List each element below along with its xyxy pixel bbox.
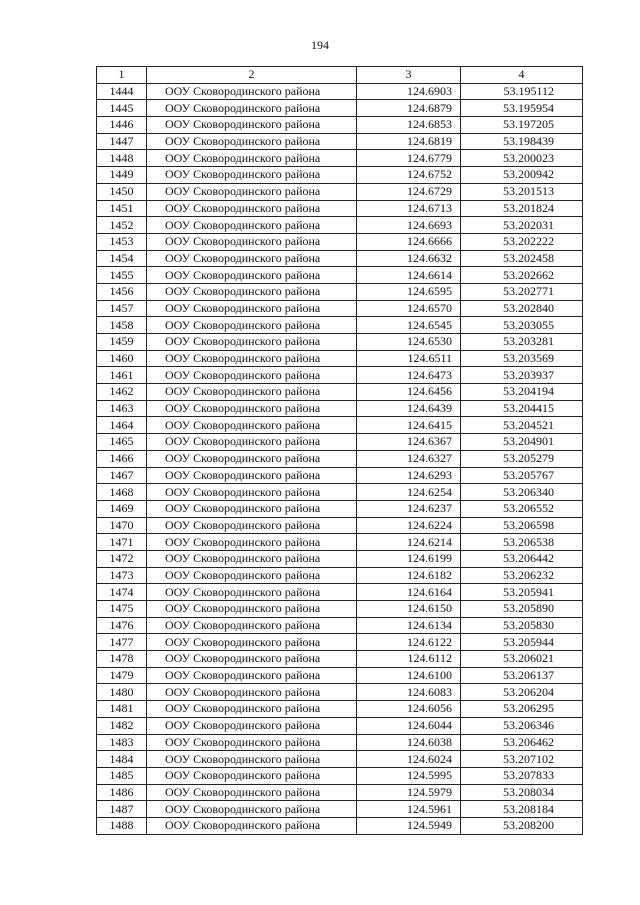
row-number-cell: 1459 [97, 334, 147, 351]
column-header-1: 1 [97, 67, 147, 84]
page-number: 194 [311, 38, 329, 52]
area-name-cell: ООУ Сковородинского района [147, 133, 357, 150]
area-name-cell: ООУ Сковородинского района [147, 450, 357, 467]
row-number-cell: 1457 [97, 300, 147, 317]
row-number-cell: 1460 [97, 350, 147, 367]
latitude-cell: 53.206346 [461, 717, 583, 734]
row-number-cell: 1452 [97, 217, 147, 234]
area-name-cell: ООУ Сковородинского района [147, 517, 357, 534]
table-row [97, 400, 583, 417]
row-number-cell: 1471 [97, 534, 147, 551]
row-number-cell: 1487 [97, 801, 147, 818]
latitude-cell: 53.195954 [461, 100, 583, 117]
area-name-cell: ООУ Сковородинского района [147, 417, 357, 434]
longitude-cell: 124.6595 [357, 283, 461, 300]
area-name-cell: ООУ Сковородинского района [147, 117, 357, 134]
row-number-cell: 1453 [97, 233, 147, 250]
latitude-cell: 53.204901 [461, 434, 583, 451]
table-row [97, 250, 583, 267]
latitude-cell: 53.206598 [461, 517, 583, 534]
table-row [97, 467, 583, 484]
latitude-cell: 53.206204 [461, 684, 583, 701]
longitude-cell: 124.6134 [357, 617, 461, 634]
row-number-cell: 1448 [97, 150, 147, 167]
latitude-cell: 53.202031 [461, 217, 583, 234]
table-row [97, 200, 583, 217]
table-row [97, 534, 583, 551]
latitude-cell: 53.206552 [461, 500, 583, 517]
longitude-cell: 124.6214 [357, 534, 461, 551]
table-row [97, 417, 583, 434]
row-number-cell: 1451 [97, 200, 147, 217]
area-name-cell: ООУ Сковородинского района [147, 200, 357, 217]
row-number-cell: 1455 [97, 267, 147, 284]
table-row [97, 434, 583, 451]
latitude-cell: 53.205941 [461, 584, 583, 601]
table-row [97, 167, 583, 184]
row-number-cell: 1469 [97, 500, 147, 517]
latitude-cell: 53.206295 [461, 701, 583, 718]
table-header-row [97, 67, 583, 84]
table-row [97, 267, 583, 284]
table-row [97, 317, 583, 334]
table-row [97, 334, 583, 351]
row-number-cell: 1485 [97, 767, 147, 784]
area-name-cell: ООУ Сковородинского района [147, 801, 357, 818]
latitude-cell: 53.202662 [461, 267, 583, 284]
latitude-cell: 53.207102 [461, 751, 583, 768]
table-row [97, 517, 583, 534]
row-number-cell: 1447 [97, 133, 147, 150]
longitude-cell: 124.6038 [357, 734, 461, 751]
table-row [97, 634, 583, 651]
row-number-cell: 1465 [97, 434, 147, 451]
latitude-cell: 53.205767 [461, 467, 583, 484]
table-row [97, 584, 583, 601]
area-name-cell: ООУ Сковородинского района [147, 634, 357, 651]
area-name-cell: ООУ Сковородинского района [147, 667, 357, 684]
latitude-cell: 53.200023 [461, 150, 583, 167]
table-row [97, 701, 583, 718]
longitude-cell: 124.6511 [357, 350, 461, 367]
latitude-cell: 53.208184 [461, 801, 583, 818]
row-number-cell: 1456 [97, 283, 147, 300]
area-name-cell: ООУ Сковородинского района [147, 767, 357, 784]
longitude-cell: 124.6182 [357, 567, 461, 584]
area-name-cell: ООУ Сковородинского района [147, 567, 357, 584]
latitude-cell: 53.203569 [461, 350, 583, 367]
longitude-cell: 124.6666 [357, 233, 461, 250]
area-name-cell: ООУ Сковородинского района [147, 817, 357, 834]
row-number-cell: 1475 [97, 601, 147, 618]
row-number-cell: 1449 [97, 167, 147, 184]
latitude-cell: 53.201824 [461, 200, 583, 217]
table-row [97, 117, 583, 134]
longitude-cell: 124.6122 [357, 634, 461, 651]
row-number-cell: 1458 [97, 317, 147, 334]
longitude-cell: 124.6779 [357, 150, 461, 167]
longitude-cell: 124.6199 [357, 550, 461, 567]
area-name-cell: ООУ Сковородинского района [147, 283, 357, 300]
longitude-cell: 124.6819 [357, 133, 461, 150]
longitude-cell: 124.6729 [357, 183, 461, 200]
row-number-cell: 1468 [97, 484, 147, 501]
latitude-cell: 53.205890 [461, 601, 583, 618]
longitude-cell: 124.5961 [357, 801, 461, 818]
longitude-cell: 124.6439 [357, 400, 461, 417]
longitude-cell: 124.6224 [357, 517, 461, 534]
latitude-cell: 53.206232 [461, 567, 583, 584]
latitude-cell: 53.197205 [461, 117, 583, 134]
longitude-cell: 124.6853 [357, 117, 461, 134]
table-row [97, 734, 583, 751]
longitude-cell: 124.6713 [357, 200, 461, 217]
row-number-cell: 1461 [97, 367, 147, 384]
latitude-cell: 53.206137 [461, 667, 583, 684]
row-number-cell: 1444 [97, 83, 147, 100]
table-row [97, 133, 583, 150]
longitude-cell: 124.5949 [357, 817, 461, 834]
area-name-cell: ООУ Сковородинского района [147, 300, 357, 317]
area-name-cell: ООУ Сковородинского района [147, 384, 357, 401]
area-name-cell: ООУ Сковородинского района [147, 267, 357, 284]
latitude-cell: 53.202840 [461, 300, 583, 317]
row-number-cell: 1486 [97, 784, 147, 801]
table-row [97, 667, 583, 684]
longitude-cell: 124.6545 [357, 317, 461, 334]
area-name-cell: ООУ Сковородинского района [147, 217, 357, 234]
area-name-cell: ООУ Сковородинского района [147, 334, 357, 351]
longitude-cell: 124.6044 [357, 717, 461, 734]
area-name-cell: ООУ Сковородинского района [147, 233, 357, 250]
table-row [97, 717, 583, 734]
row-number-cell: 1474 [97, 584, 147, 601]
table-row [97, 684, 583, 701]
row-number-cell: 1477 [97, 634, 147, 651]
longitude-cell: 124.6415 [357, 417, 461, 434]
longitude-cell: 124.6879 [357, 100, 461, 117]
row-number-cell: 1446 [97, 117, 147, 134]
table-row [97, 283, 583, 300]
latitude-cell: 53.200942 [461, 167, 583, 184]
longitude-cell: 124.6614 [357, 267, 461, 284]
table-row [97, 567, 583, 584]
longitude-cell: 124.6473 [357, 367, 461, 384]
table-row [97, 500, 583, 517]
longitude-cell: 124.6293 [357, 467, 461, 484]
row-number-cell: 1466 [97, 450, 147, 467]
area-name-cell: ООУ Сковородинского района [147, 400, 357, 417]
table-row [97, 83, 583, 100]
area-name-cell: ООУ Сковородинского района [147, 434, 357, 451]
table-row [97, 751, 583, 768]
table-row [97, 183, 583, 200]
latitude-cell: 53.206538 [461, 534, 583, 551]
longitude-cell: 124.6693 [357, 217, 461, 234]
latitude-cell: 53.202771 [461, 283, 583, 300]
row-number-cell: 1464 [97, 417, 147, 434]
area-name-cell: ООУ Сковородинского района [147, 367, 357, 384]
longitude-cell: 124.6367 [357, 434, 461, 451]
row-number-cell: 1454 [97, 250, 147, 267]
table-row [97, 601, 583, 618]
area-name-cell: ООУ Сковородинского района [147, 250, 357, 267]
longitude-cell: 124.6530 [357, 334, 461, 351]
row-number-cell: 1484 [97, 751, 147, 768]
column-header-4: 4 [461, 67, 583, 84]
row-number-cell: 1463 [97, 400, 147, 417]
latitude-cell: 53.201513 [461, 183, 583, 200]
row-number-cell: 1445 [97, 100, 147, 117]
longitude-cell: 124.6752 [357, 167, 461, 184]
row-number-cell: 1473 [97, 567, 147, 584]
row-number-cell: 1479 [97, 667, 147, 684]
latitude-cell: 53.203937 [461, 367, 583, 384]
area-name-cell: ООУ Сковородинского района [147, 467, 357, 484]
row-number-cell: 1462 [97, 384, 147, 401]
longitude-cell: 124.6150 [357, 601, 461, 618]
latitude-cell: 53.202458 [461, 250, 583, 267]
area-name-cell: ООУ Сковородинского района [147, 684, 357, 701]
table-row [97, 550, 583, 567]
longitude-cell: 124.5979 [357, 784, 461, 801]
table-row [97, 300, 583, 317]
area-name-cell: ООУ Сковородинского района [147, 734, 357, 751]
latitude-cell: 53.208200 [461, 817, 583, 834]
table-row [97, 217, 583, 234]
table-row [97, 784, 583, 801]
latitude-cell: 53.204415 [461, 400, 583, 417]
longitude-cell: 124.6164 [357, 584, 461, 601]
latitude-cell: 53.195112 [461, 83, 583, 100]
area-name-cell: ООУ Сковородинского района [147, 584, 357, 601]
longitude-cell: 124.6254 [357, 484, 461, 501]
longitude-cell: 124.6056 [357, 701, 461, 718]
area-name-cell: ООУ Сковородинского района [147, 651, 357, 668]
latitude-cell: 53.207833 [461, 767, 583, 784]
longitude-cell: 124.6083 [357, 684, 461, 701]
table-row [97, 350, 583, 367]
area-name-cell: ООУ Сковородинского района [147, 784, 357, 801]
latitude-cell: 53.206340 [461, 484, 583, 501]
longitude-cell: 124.6632 [357, 250, 461, 267]
area-name-cell: ООУ Сковородинского района [147, 500, 357, 517]
row-number-cell: 1470 [97, 517, 147, 534]
row-number-cell: 1472 [97, 550, 147, 567]
latitude-cell: 53.203055 [461, 317, 583, 334]
row-number-cell: 1480 [97, 684, 147, 701]
row-number-cell: 1488 [97, 817, 147, 834]
area-name-cell: ООУ Сковородинского района [147, 167, 357, 184]
longitude-cell: 124.6570 [357, 300, 461, 317]
area-name-cell: ООУ Сковородинского района [147, 183, 357, 200]
longitude-cell: 124.6112 [357, 651, 461, 668]
row-number-cell: 1482 [97, 717, 147, 734]
longitude-cell: 124.6024 [357, 751, 461, 768]
longitude-cell: 124.5995 [357, 767, 461, 784]
table-row [97, 450, 583, 467]
area-name-cell: ООУ Сковородинского района [147, 751, 357, 768]
row-number-cell: 1481 [97, 701, 147, 718]
latitude-cell: 53.202222 [461, 233, 583, 250]
table-row [97, 801, 583, 818]
row-number-cell: 1476 [97, 617, 147, 634]
table-body [97, 83, 583, 834]
table-row [97, 150, 583, 167]
latitude-cell: 53.205279 [461, 450, 583, 467]
area-name-cell: ООУ Сковородинского района [147, 617, 357, 634]
latitude-cell: 53.205830 [461, 617, 583, 634]
latitude-cell: 53.206021 [461, 651, 583, 668]
row-number-cell: 1483 [97, 734, 147, 751]
longitude-cell: 124.6327 [357, 450, 461, 467]
table-row [97, 100, 583, 117]
row-number-cell: 1467 [97, 467, 147, 484]
area-name-cell: ООУ Сковородинского района [147, 317, 357, 334]
area-name-cell: ООУ Сковородинского района [147, 150, 357, 167]
table-row [97, 817, 583, 834]
area-name-cell: ООУ Сковородинского района [147, 717, 357, 734]
column-header-2: 2 [147, 67, 357, 84]
table-row [97, 617, 583, 634]
area-name-cell: ООУ Сковородинского района [147, 534, 357, 551]
area-name-cell: ООУ Сковородинского района [147, 601, 357, 618]
area-name-cell: ООУ Сковородинского района [147, 701, 357, 718]
latitude-cell: 53.203281 [461, 334, 583, 351]
latitude-cell: 53.205944 [461, 634, 583, 651]
table-row [97, 367, 583, 384]
table-row [97, 767, 583, 784]
latitude-cell: 53.206442 [461, 550, 583, 567]
longitude-cell: 124.6100 [357, 667, 461, 684]
longitude-cell: 124.6237 [357, 500, 461, 517]
area-name-cell: ООУ Сковородинского района [147, 350, 357, 367]
area-name-cell: ООУ Сковородинского района [147, 550, 357, 567]
row-number-cell: 1478 [97, 651, 147, 668]
table-row [97, 651, 583, 668]
table-row [97, 484, 583, 501]
latitude-cell: 53.204194 [461, 384, 583, 401]
column-header-3: 3 [357, 67, 461, 84]
latitude-cell: 53.198439 [461, 133, 583, 150]
area-name-cell: ООУ Сковородинского района [147, 83, 357, 100]
area-name-cell: ООУ Сковородинского района [147, 484, 357, 501]
latitude-cell: 53.206462 [461, 734, 583, 751]
row-number-cell: 1450 [97, 183, 147, 200]
longitude-cell: 124.6903 [357, 83, 461, 100]
area-name-cell: ООУ Сковородинского района [147, 100, 357, 117]
latitude-cell: 53.208034 [461, 784, 583, 801]
latitude-cell: 53.204521 [461, 417, 583, 434]
table-row [97, 384, 583, 401]
coordinates-table [96, 66, 583, 835]
longitude-cell: 124.6456 [357, 384, 461, 401]
table-row [97, 233, 583, 250]
